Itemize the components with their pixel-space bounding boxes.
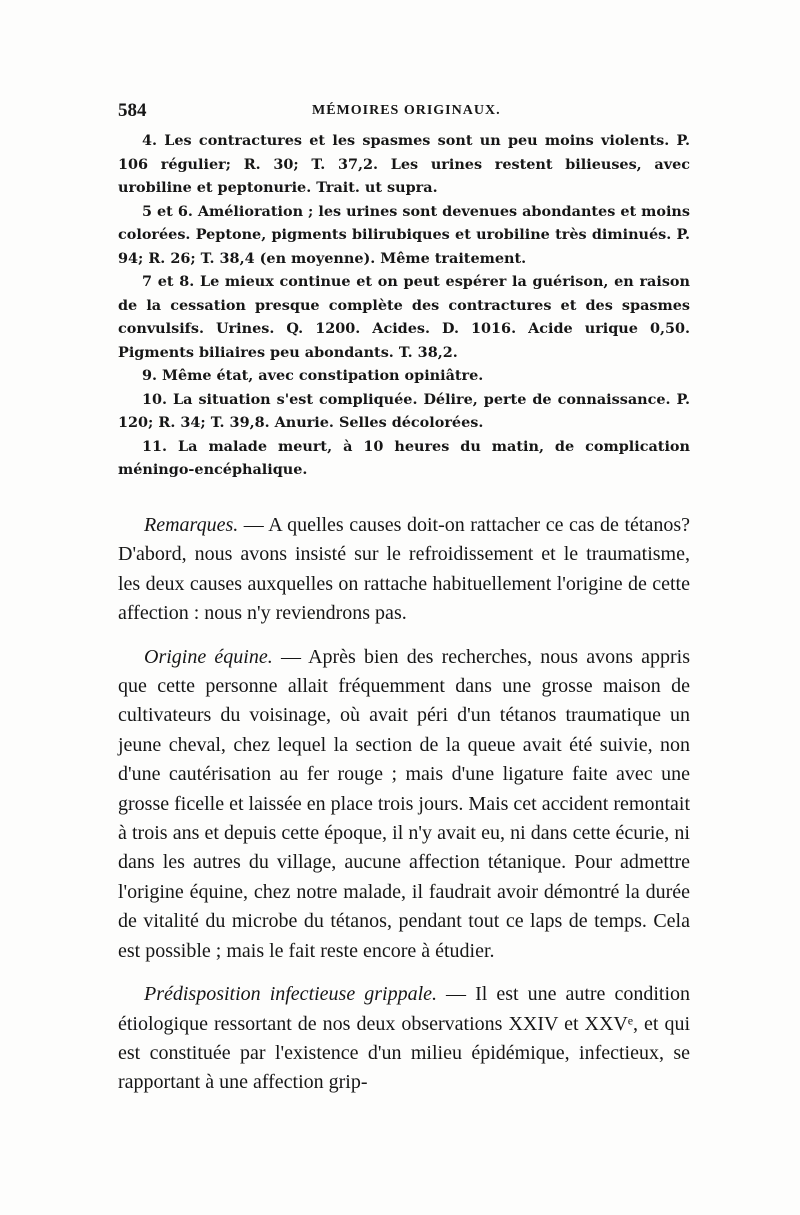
case-entry-day-11: 11. La malade meurt, à 10 heures du matin, de complication méningo-encéphalique. bbox=[118, 437, 690, 478]
case-entry-day-7-8: 7 et 8. Le mieux continue et on peut espérer la guérison, en raison de la cessation presque complète des contractures et des spasmes convulsifs. Urines. Q. 1200. Acides. D. 1016. Acide urique 0,50. Pigments biliaires peu abondants. T. 38,2. bbox=[118, 273, 690, 361]
section-predisposition-grippale bbox=[118, 980, 690, 1098]
section-heading: Origine équine. bbox=[144, 645, 273, 668]
section-remarques bbox=[118, 511, 690, 629]
case-entry-day-10: 10. La situation s'est compliquée. Délire, perte de connaissance. P. 120; R. 34; T. 39,8. Anurie. Selles décolorées. bbox=[118, 390, 690, 431]
case-entry-day-9: 9. Même état, avec constipation opiniâtre. bbox=[142, 367, 484, 384]
section-heading: Prédisposition infectieuse grippale. bbox=[144, 983, 438, 1006]
section-dash: — bbox=[437, 983, 476, 1006]
section-dash: — bbox=[272, 645, 309, 668]
section-origine-equine bbox=[118, 643, 690, 966]
case-entry-day-4: 4. Les contractures et les spasmes sont un peu moins violents. P. 106 régulier; R. 30; T. 37,2. Les urines restent bilieuses, avec urobiline et peptonurie. Trait. ut supra. bbox=[118, 132, 690, 196]
section-dash: — bbox=[238, 514, 269, 536]
page-number: 584 bbox=[118, 100, 147, 121]
case-entries bbox=[118, 129, 690, 482]
case-entry-day-5-6: 5 et 6. Amélioration ; les urines sont devenues abondantes et moins colorées. Peptone, pigments bilirubiques et urobiline très diminués. P. 94; R. 26; T. 38,4 (en moyenne). Même traitement. bbox=[118, 202, 690, 267]
running-title: MÉMOIRES ORIGINAUX. bbox=[312, 103, 501, 118]
section-heading: Remarques. bbox=[144, 514, 239, 536]
commentary bbox=[118, 511, 690, 1098]
section-text: Il est une autre condition étiologique ressortant de nos deux observations XXIV et XXVᵉ, et qui est constituée par l'existence d'un milieu épidémique, infectieux, se rapportant à une affection grip- bbox=[118, 983, 691, 1094]
page-header bbox=[118, 100, 688, 122]
section-text: Après bien des recherches, nous avons appris que cette personne allait fréquemment dans une grosse maison de cultivateurs du voisinage, où avait péri d'un tétanos traumatique un jeune cheval, chez lequel la section de la queue avait été suivie, non d'une cautérisation au fer rouge ; mais d'une ligature faite avec une grosse ficelle et laissée en place trois jours. Mais cet accident remontait à trois ans et depuis cette époque, il n'y avait eu, ni dans cette écurie, ni dans les autres du village, aucune affection tétanique. Pour admettre l'origine équine, chez notre malade, il faudrait avoir démontré la durée de vitalité du microbe du tétanos, pendant tout ce laps de temps. Cela est possible ; mais le fait reste encore à étudier. bbox=[118, 645, 691, 962]
section-text: A quelles causes doit-on rattacher ce cas de tétanos? D'abord, nous avons insisté sur le refroidissement et le traumatisme, les deux causes auxquelles on rattache habituellement l'origine de cette affection : nous n'y reviendrons pas. bbox=[118, 514, 690, 625]
